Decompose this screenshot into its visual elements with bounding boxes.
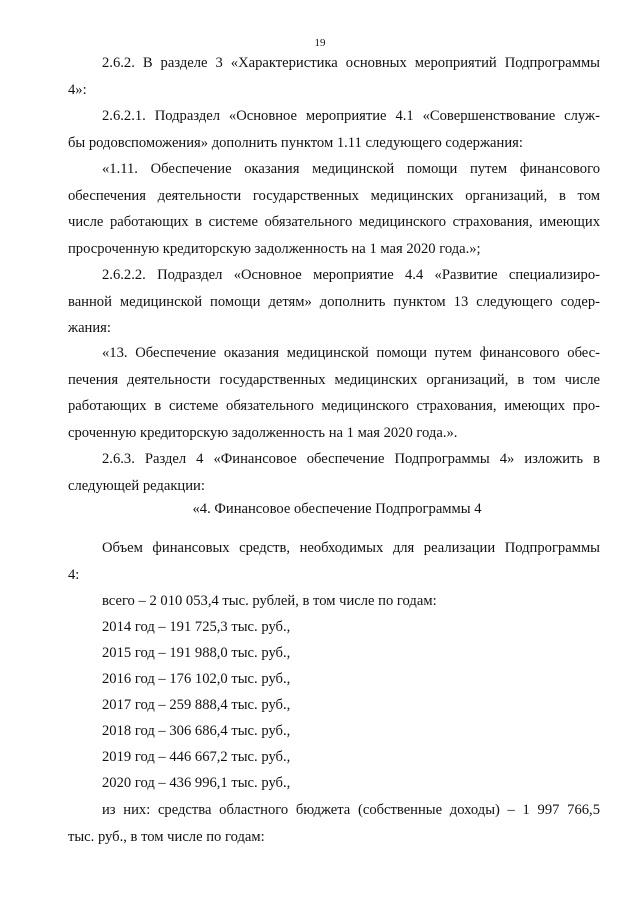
- page-number: 19: [314, 37, 326, 49]
- text-line: числе работающих в системе обязательного медицинского страхования, имеющих: [68, 214, 600, 230]
- text-line: тыс. руб., в том числе по годам:: [68, 828, 265, 845]
- text-line: печения деятельности государственных медицинских организаций, в том числе: [68, 371, 600, 388]
- paragraph-2-6-2-1: [68, 103, 600, 156]
- paragraph-2-6-3: [68, 446, 600, 499]
- text-line: следующей редакции:: [68, 477, 205, 494]
- text-line: обеспечения деятельности государственных медицинских организаций, в том: [68, 187, 600, 204]
- text-line: 2.6.2. В разделе 3 «Характеристика основных мероприятий Подпрограммы: [102, 55, 600, 71]
- funding-year-line: 2018 год – 306 686,4 тыс. руб.,: [102, 723, 291, 739]
- text-line: 2.6.3. Раздел 4 «Финансовое обеспечение Подпрограммы 4» изложить в: [102, 451, 600, 467]
- text-line: 4:: [68, 566, 80, 583]
- text-line: работающих в системе обязательного медицинского страхования, имеющих про-: [68, 398, 600, 414]
- text-line: «1.11. Обеспечение оказания медицинской помощи путем финансового: [102, 161, 600, 177]
- text-line: сроченную кредиторскую задолженность на 1 мая 2020 года.».: [68, 424, 458, 441]
- text-line: 4»:: [68, 81, 87, 98]
- funding-volume-paragraph: [68, 535, 600, 588]
- text-line: «13. Обеспечение оказания медицинской помощи путем финансового обес-: [102, 345, 600, 361]
- text-line: жания:: [68, 320, 111, 336]
- funding-year-line: 2015 год – 191 988,0 тыс. руб.,: [102, 645, 291, 661]
- funding-year-line: 2016 год – 176 102,0 тыс. руб.,: [102, 671, 291, 687]
- paragraph-2-6-2: [68, 50, 600, 103]
- quoted-item-1-11: [68, 156, 600, 262]
- section-heading: «4. Финансовое обеспечение Подпрограммы 4: [192, 501, 482, 517]
- funding-year-line: 2017 год – 259 888,4 тыс. руб.,: [102, 697, 291, 713]
- paragraph-2-6-2-2: [68, 262, 600, 342]
- text-line: ванной медицинской помощи детям» дополнить пунктом 13 следующего содер-: [68, 293, 600, 310]
- text-line: 2.6.2.1. Подраздел «Основное мероприятие 4.1 «Совершенствование служ-: [102, 108, 600, 124]
- text-line: бы родовспоможения» дополнить пунктом 1.11 следующего содержания:: [68, 134, 523, 151]
- regional-budget-paragraph: [68, 797, 600, 850]
- quoted-item-13: [68, 340, 600, 446]
- text-line: просроченную кредиторскую задолженность на 1 мая 2020 года.»;: [68, 240, 481, 257]
- funding-total: всего – 2 010 053,4 тыс. рублей, в том числе по годам:: [102, 593, 437, 609]
- funding-year-line: 2020 год – 436 996,1 тыс. руб.,: [102, 775, 291, 791]
- funding-year-line: 2014 год – 191 725,3 тыс. руб.,: [102, 619, 291, 635]
- text-line: Объем финансовых средств, необходимых для реализации Подпрограммы: [102, 540, 600, 556]
- text-line: 2.6.2.2. Подраздел «Основное мероприятие 4.4 «Развитие специализиро-: [102, 267, 600, 283]
- text-line: из них: средства областного бюджета (собственные доходы) – 1 997 766,5: [102, 802, 600, 818]
- funding-year-line: 2019 год – 446 667,2 тыс. руб.,: [102, 749, 291, 765]
